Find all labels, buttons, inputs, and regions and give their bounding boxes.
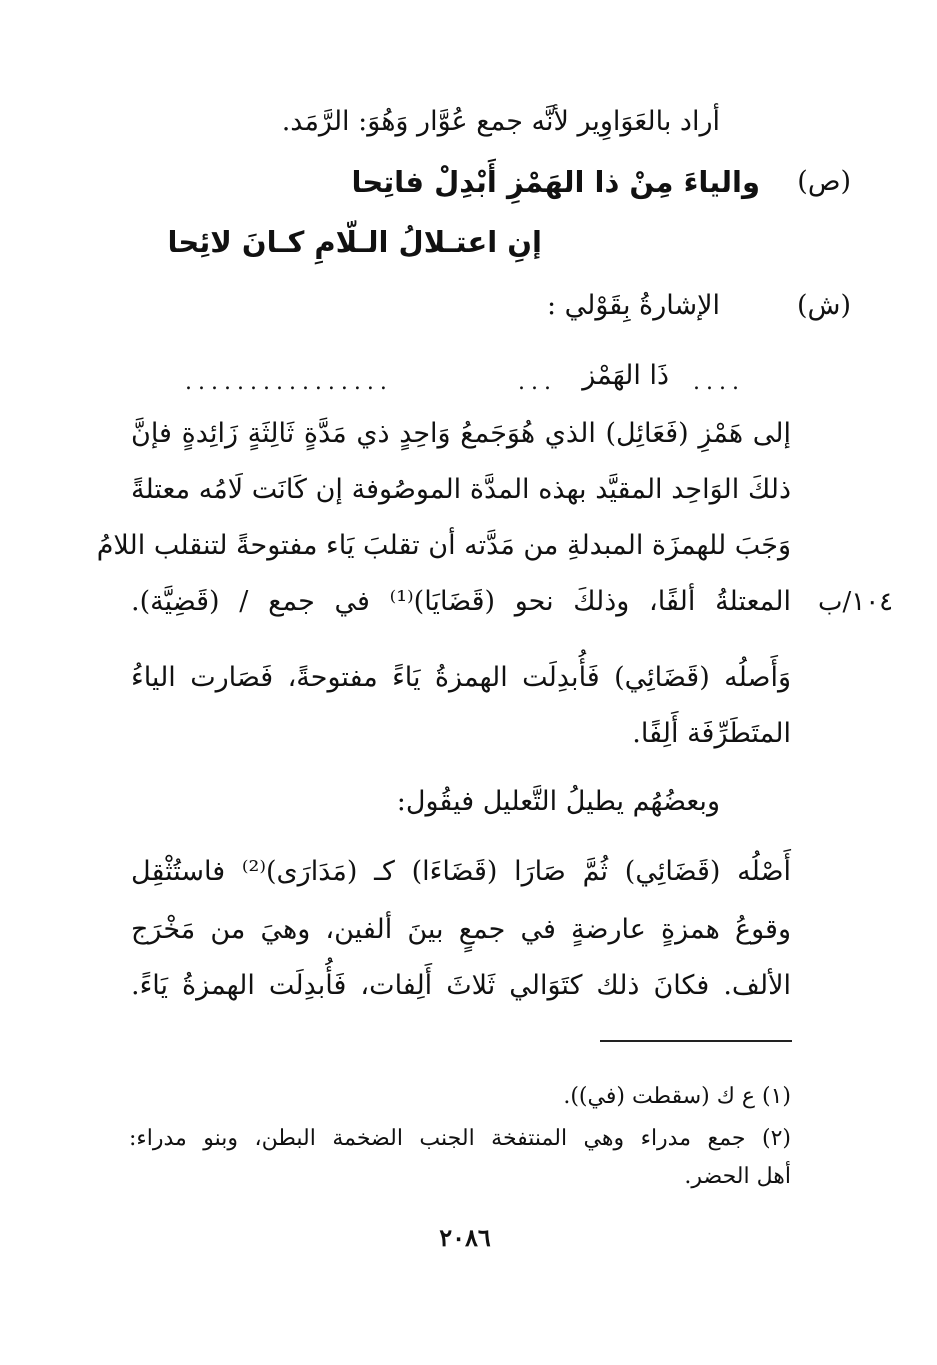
margin-folio-note: ١٠٤/ب <box>818 587 894 617</box>
sharh-marker: (ش) <box>796 290 851 321</box>
paragraph-2-line-1: وَأَصلُه (قَضَائِي) فَأُبدِلَت الهمزةُ يَاءً مفتوحةً، فَصَارت الياءُ <box>131 662 791 693</box>
paragraph-3: وبعضُهُم يطيلُ التَّعليل فيقُول: <box>396 786 720 817</box>
footnote-1: (١) ع ك (سقطت (في)). <box>563 1084 791 1109</box>
footnote-2-line-1: (٢) جمع مدراء وهي المنتفخة الجنب الضخمة البطن، وبنو مدراء: <box>129 1126 791 1151</box>
footnote-2-line-2: أهل الحضر. <box>684 1164 791 1189</box>
paragraph-4-line-2: وقوعُ همزةٍ عارضةٍ في جمعٍ بينَ ألفين، وهيَ من مَخْرَج <box>131 914 791 945</box>
paragraph-1-line-3: وَجَبَ للهمزَة المبدلةِ من مَدَّته أن تقلبَ يَاء مفتوحةً لتنقلب اللامُ <box>96 530 791 561</box>
paragraph-4-line-3: الألف. فكانَ ذلك كتَوَالي ثَلاثَ أَلِفات، فَأُبدِلَت الهمزةُ يَاءً. <box>131 970 791 1001</box>
ellipsis-left: ................ <box>185 370 393 395</box>
ellipsis-middle: ... <box>518 370 557 395</box>
sharh-intro: الإشارةُ بِقَوْلي : <box>546 290 720 321</box>
page-number: ٢٠٨٦ <box>439 1223 491 1252</box>
verse-marker: (ص) <box>797 166 851 197</box>
quoted-words: ذَا الهَمْز <box>582 360 669 391</box>
verse-hemistich-2: إنِ اعتـلالُ الـلّامِ كـانَ لائِحا <box>167 225 542 259</box>
verse-hemistich-1: والياءَ مِنْ ذا الهَمْزِ أَبْدِلْ فاتِحا <box>351 165 760 199</box>
ellipsis-right: .... <box>693 370 745 395</box>
footnote-separator <box>600 1040 792 1042</box>
paragraph-2-line-2: المتَطَرِّفَة أَلِفًا. <box>632 718 791 749</box>
top-line: أراد بالعَوَاوِير لأنَّه جمع عُوَّار وَهُوَ: الرَّمَد. <box>281 106 720 137</box>
paragraph-1-line-4: المعتلةُ ألفًا، وذلكَ نحو (قَضَايَا)⁽¹⁾ في جمع / (قَضِيَّة). <box>131 586 791 617</box>
paragraph-1-line-2: ذلكَ الوَاحِد المقيَّد بهذه المدَّة الموصُوفة إن كَانَت لَامُه معتلةً <box>131 474 791 505</box>
paragraph-4-line-1: أَصْلُه (قَضَائِي) ثُمَّ صَارَا (قَضَاءَا) كـ (مَدَارَى)⁽²⁾ فاستُثْقِل <box>131 856 792 887</box>
paragraph-1-line-1: إلى هَمْزِ (فَعَائِل) الذي هُوَجَمعُ وَاحِدٍ ذي مَدَّةٍ ثَالِثَةٍ زَائِدةٍ فإنَّ <box>131 418 791 449</box>
